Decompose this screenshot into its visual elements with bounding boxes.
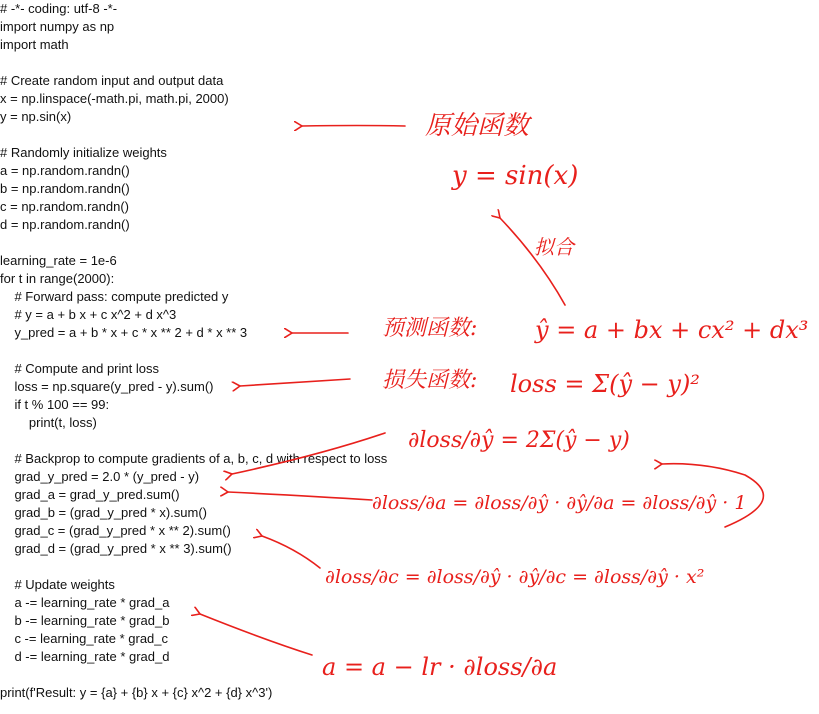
code-line: grad_y_pred = 2.0 * (y_pred - y) xyxy=(0,469,200,484)
code-line: y = np.sin(x) xyxy=(0,109,72,124)
code-line: # Backprop to compute gradients of a, b, c, d with respect to loss xyxy=(0,451,388,466)
code-line: import numpy as np xyxy=(0,19,115,34)
arrow-to-update-a xyxy=(200,614,312,655)
code-line: # Forward pass: compute predicted y xyxy=(0,289,229,304)
code-line: for t in range(2000): xyxy=(0,271,115,286)
annotation-prediction-formula: ŷ = a + bx + cx² + dx³ xyxy=(535,316,809,344)
code-line: loss = np.square(y_pred - y).sum() xyxy=(0,379,214,394)
annotation-prediction-label: 预测函数: xyxy=(382,316,478,341)
code-line: grad_d = (grad_y_pred * x ** 3).sum() xyxy=(0,541,232,556)
arrow-fit xyxy=(500,218,565,305)
code-line: b -= learning_rate * grad_b xyxy=(0,613,170,628)
code-line: grad_b = (grad_y_pred * x).sum() xyxy=(0,505,208,520)
code-line: x = np.linspace(-math.pi, math.pi, 2000) xyxy=(0,91,229,106)
code-line: # Update weights xyxy=(0,577,115,592)
annotation-loss-formula: loss = Σ(ŷ − y)² xyxy=(510,370,700,398)
arrow-to-grad-ypred xyxy=(232,433,385,474)
annotation-original-function-formula: y = sin(x) xyxy=(452,161,579,191)
code-line: a -= learning_rate * grad_a xyxy=(0,595,170,610)
code-line: grad_a = grad_y_pred.sum() xyxy=(0,487,180,502)
code-line: learning_rate = 1e-6 xyxy=(0,253,117,268)
annotation-dloss-da: ∂loss/∂a = ∂loss/∂ŷ · ∂ŷ/∂a = ∂loss/∂ŷ · 1 xyxy=(372,492,747,514)
annotation-fit-label: 拟合 xyxy=(534,235,574,259)
arrow-to-grad-c xyxy=(262,536,320,568)
code-line: print(f'Result: y = {a} + {b} x + {c} x^2 + {d} x^3') xyxy=(0,685,273,700)
code-line: b = np.random.randn() xyxy=(0,181,130,196)
code-line: import math xyxy=(0,37,69,52)
code-line: # -*- coding: utf-8 -*- xyxy=(0,1,118,16)
code-line: print(t, loss) xyxy=(0,415,97,430)
code-line: # y = a + b x + c x^2 + d x^3 xyxy=(0,307,177,322)
code-line: # Create random input and output data xyxy=(0,73,224,88)
code-line: y_pred = a + b * x + c * x ** 2 + d * x ** 3 xyxy=(0,325,248,340)
arrow-to-sin-line xyxy=(302,126,405,127)
code-line: d = np.random.randn() xyxy=(0,217,130,232)
code-line: a = np.random.randn() xyxy=(0,163,130,178)
annotation-dloss-dyhat: ∂loss/∂ŷ = 2Σ(ŷ − y) xyxy=(408,428,630,453)
arrow-to-grad-a xyxy=(228,492,372,500)
code-line: # Randomly initialize weights xyxy=(0,145,167,160)
annotation-update-rule: a = a − lr · ∂loss/∂a xyxy=(322,653,558,681)
code-line: if t % 100 == 99: xyxy=(0,397,110,412)
annotation-original-function-label: 原始函数 xyxy=(425,111,530,141)
code-line: d -= learning_rate * grad_d xyxy=(0,649,170,664)
annotation-dloss-dc: ∂loss/∂c = ∂loss/∂ŷ · ∂ŷ/∂c = ∂loss/∂ŷ · x² xyxy=(325,566,705,588)
code-line: c -= learning_rate * grad_c xyxy=(0,631,169,646)
code-line: c = np.random.randn() xyxy=(0,199,129,214)
annotation-loss-label: 损失函数: xyxy=(382,368,478,393)
arrow-to-loss-line xyxy=(240,379,350,386)
code-line: # Compute and print loss xyxy=(0,361,159,376)
code-line: grad_c = (grad_y_pred * x ** 2).sum() xyxy=(0,523,231,538)
